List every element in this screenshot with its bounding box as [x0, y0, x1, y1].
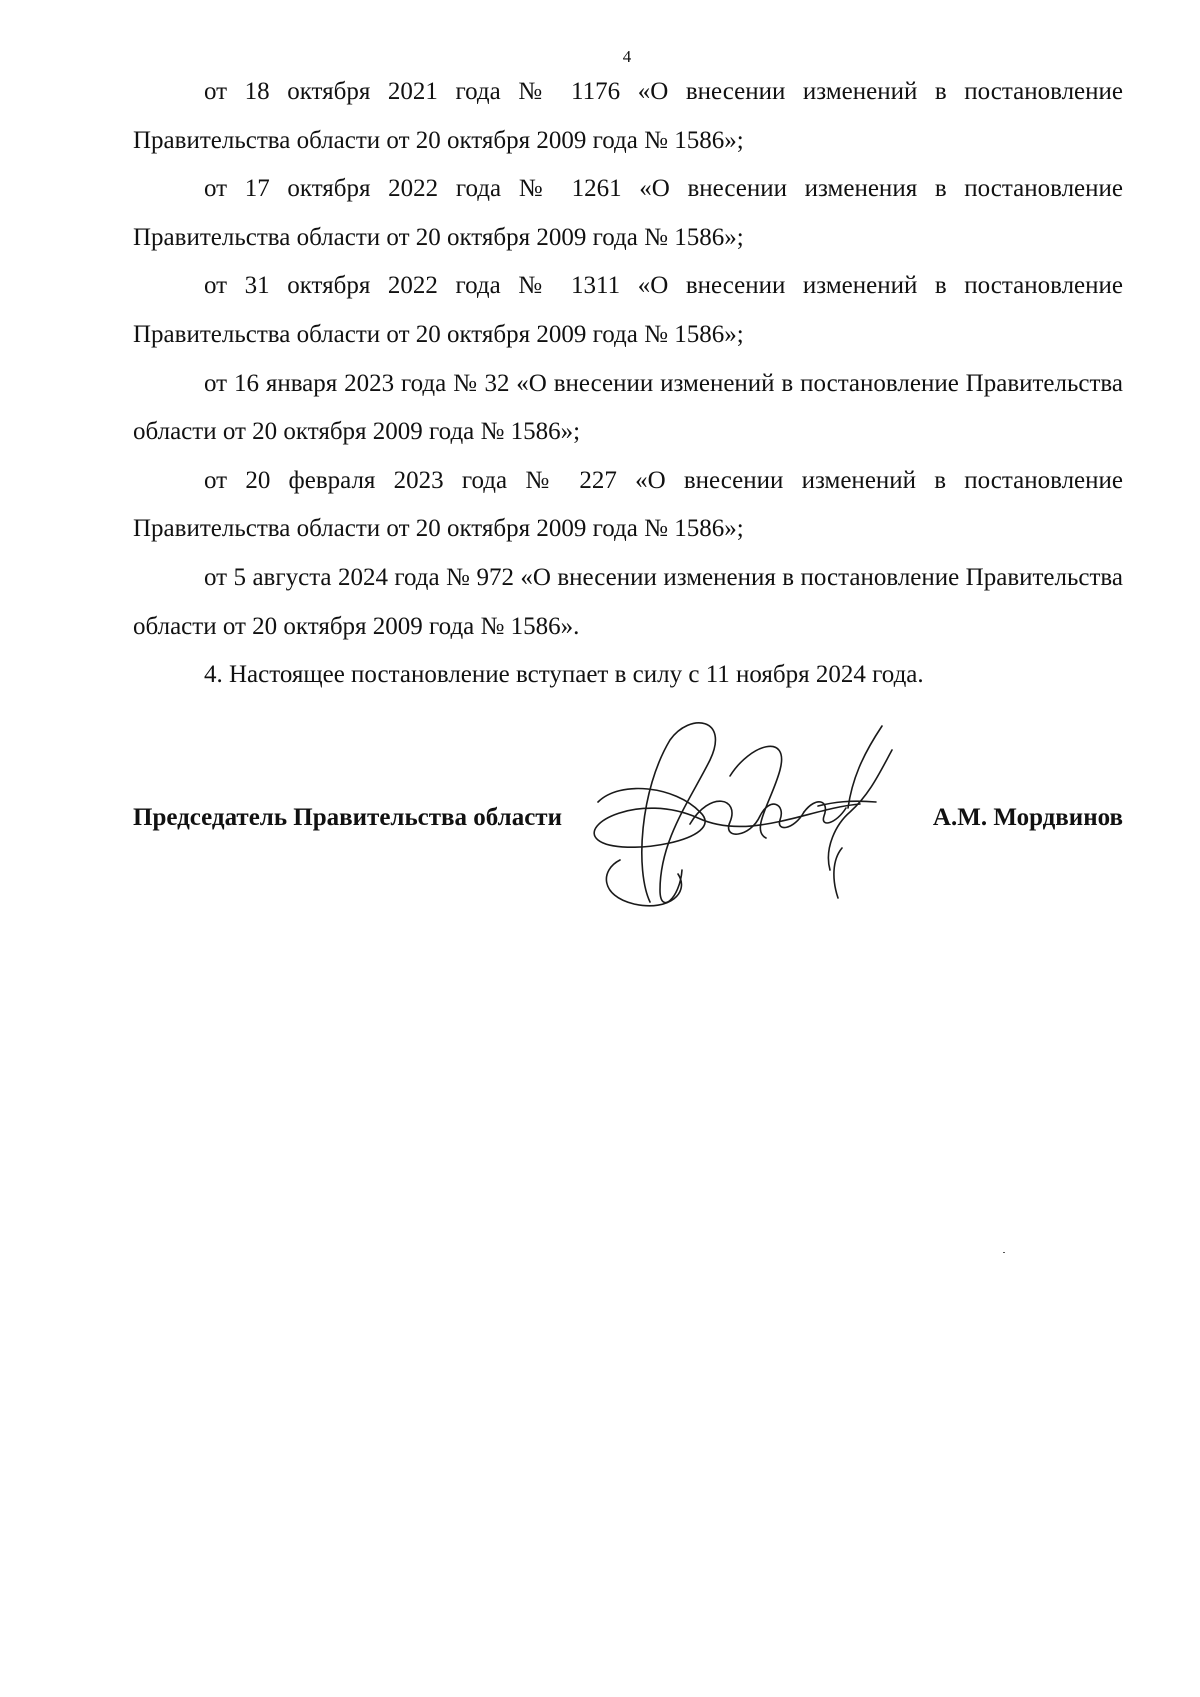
scan-speck	[1003, 1252, 1005, 1253]
document-body	[133, 68, 1123, 700]
paragraph-amendment-2021-1176: от 18 октября 2021 года № 1176 «О внесении изменений в постановление Правительства области от 20 октября 2009 года № 1586»;	[133, 78, 1123, 154]
paragraph-amendment-2022-1261: от 17 октября 2022 года № 1261 «О внесении изменения в постановление Правительства области от 20 октября 2009 года № 1586»;	[133, 175, 1123, 251]
signature-strokes	[594, 723, 892, 906]
paragraph-effective-date: 4. Настоящее постановление вступает в силу с 11 ноября 2024 года.	[204, 661, 924, 689]
page-number: 4	[622, 47, 632, 66]
paragraph-amendment-2023-227: от 20 февраля 2023 года № 227 «О внесении изменений в постановление Правительства области от 20 октября 2009 года № 1586»;	[133, 466, 1123, 543]
paragraph-amendment-2024-972: от 5 августа 2024 года № 972 «О внесении изменения в постановление Правительства области от 20 октября 2009 года № 1586».	[133, 563, 1123, 640]
handwritten-signature	[580, 720, 960, 920]
paragraph-amendment-2023-32: от 16 января 2023 года № 32 «О внесении изменений в постановление Правительства области от 20 октября 2009 года № 1586»;	[133, 369, 1123, 446]
signer-name: А.М. Мордвинов	[932, 804, 1123, 831]
signer-title: Председатель Правительства области	[133, 804, 562, 831]
paragraph-amendment-2022-1311: от 31 октября 2022 года № 1311 «О внесении изменений в постановление Правительства области от 20 октября 2009 года № 1586»;	[133, 272, 1123, 348]
